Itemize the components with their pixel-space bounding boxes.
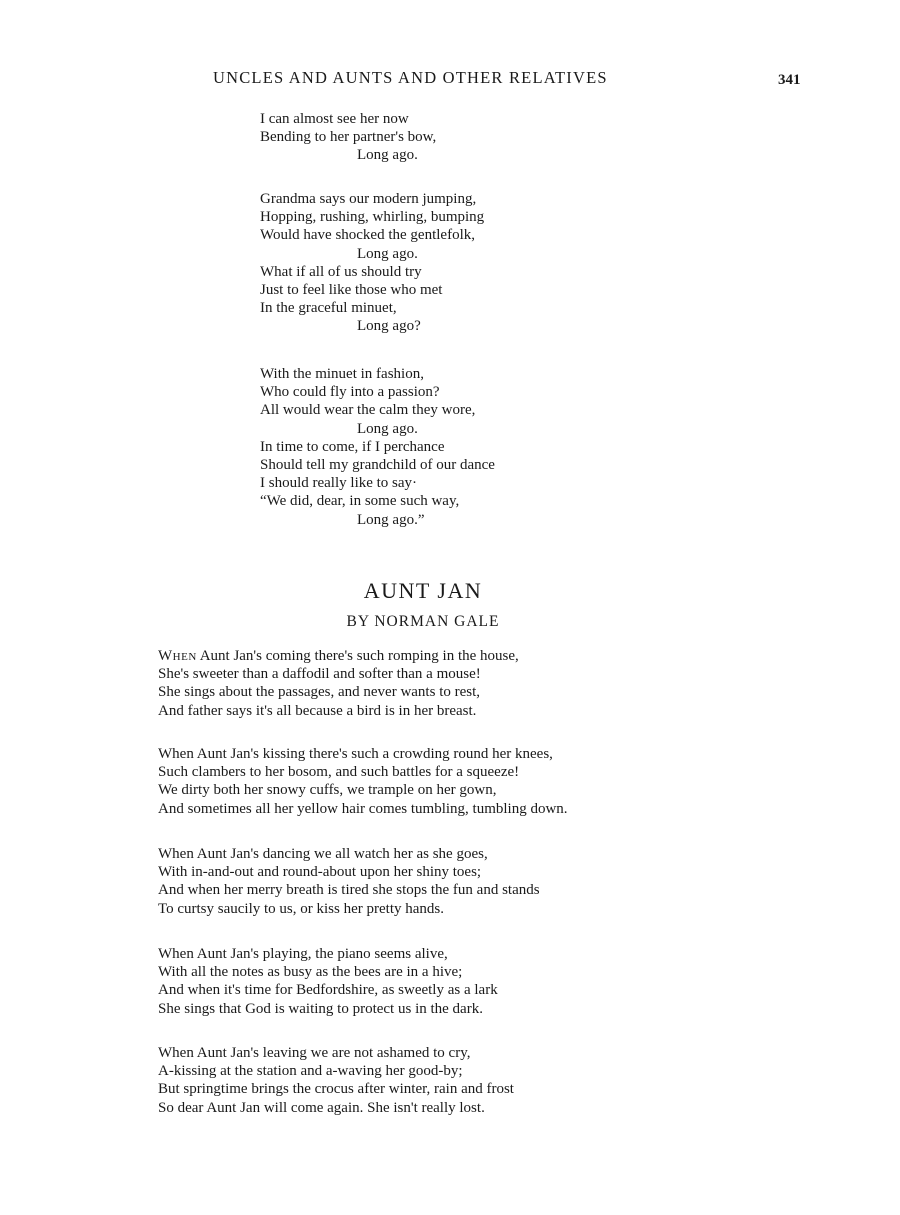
poem-line: When Aunt Jan's playing, the piano seems alive,	[158, 946, 448, 962]
stanza	[158, 647, 519, 720]
poem-line: In the graceful minuet,	[260, 300, 397, 317]
poem-line: Long ago.”	[357, 511, 425, 528]
poem-line: And when her merry breath is tired she stops the fun and stands	[158, 882, 540, 899]
poem-line: With the minuet in fashion,	[260, 366, 424, 382]
poem-line: Just to feel like those who met	[260, 281, 443, 298]
poem-byline: BY NORMAN GALE	[346, 613, 500, 630]
stanza	[158, 745, 568, 818]
stanza	[260, 190, 484, 336]
stanza	[158, 1044, 514, 1117]
stanza	[158, 845, 540, 918]
poem-line: “We did, dear, in some such way,	[260, 493, 460, 510]
running-head: UNCLES AND AUNTS AND OTHER RELATIVES	[213, 68, 608, 87]
poem-line: Long ago?	[357, 318, 421, 335]
poem-line: Long ago.	[357, 420, 418, 437]
poem-line: A-kissing at the station and a-waving her good-by;	[158, 1063, 463, 1080]
poem-line: So dear Aunt Jan will come again. She isn't really lost.	[158, 1099, 485, 1116]
poem-line: Hopping, rushing, whirling, bumping	[260, 209, 485, 226]
poem-line: Such clambers to her bosom, and such battles for a squeeze!	[158, 764, 520, 781]
poem-line: Grandma says our modern jumping,	[260, 191, 477, 207]
poem-line: When Aunt Jan's leaving we are not ashamed to cry,	[158, 1045, 471, 1061]
poem-line: And sometimes all her yellow hair comes tumbling, tumbling down.	[158, 800, 568, 817]
poem-title: AUNT JAN	[363, 578, 483, 603]
poem-line: She sings that God is waiting to protect us in the dark.	[158, 1000, 483, 1017]
poem-line: I should really like to say·	[260, 475, 418, 492]
poem-line: With in-and-out and round-about upon her shiny toes;	[158, 864, 482, 881]
poem-line: But springtime brings the crocus after winter, rain and frost	[158, 1081, 514, 1098]
poem-line: What if all of us should try	[260, 263, 422, 280]
page-number: 341	[778, 72, 801, 88]
poem-line: Long ago.	[357, 245, 418, 262]
line-text: Aunt Jan's coming there's such romping in the house,	[196, 648, 519, 664]
poem-line: I can almost see her now	[260, 111, 409, 127]
poem-line: She sings about the passages, and never wants to rest,	[158, 684, 481, 701]
poem-line: Bending to her partner's bow,	[260, 129, 437, 146]
poem-line: With all the notes as busy as the bees are in a hive;	[158, 964, 463, 981]
poem-line: Would have shocked the gentlefolk,	[260, 227, 475, 244]
poem-line: We dirty both her snowy cuffs, we trample on her gown,	[158, 782, 497, 799]
poem-line: All would wear the calm they wore,	[260, 402, 476, 419]
stanza	[158, 945, 498, 1018]
first-word: When	[158, 648, 197, 664]
poem-line	[158, 647, 519, 665]
poem-line: When Aunt Jan's dancing we all watch her as she goes,	[158, 846, 488, 862]
stanza	[260, 365, 495, 529]
poem-line: She's sweeter than a daffodil and softer than a mouse!	[158, 666, 481, 683]
poem-line: When Aunt Jan's kissing there's such a crowding round her knees,	[158, 746, 553, 762]
poem-line: Long ago.	[357, 147, 418, 164]
poem-line: To curtsy saucily to us, or kiss her pretty hands.	[158, 900, 444, 917]
poem-line: Who could fly into a passion?	[260, 384, 440, 401]
poem-line: And father says it's all because a bird is in her breast.	[158, 702, 477, 719]
stanza	[260, 110, 436, 165]
poem-line: In time to come, if I perchance	[260, 438, 445, 455]
poem-line: Should tell my grandchild of our dance	[260, 456, 495, 473]
poem-line: And when it's time for Bedfordshire, as sweetly as a lark	[158, 982, 498, 999]
